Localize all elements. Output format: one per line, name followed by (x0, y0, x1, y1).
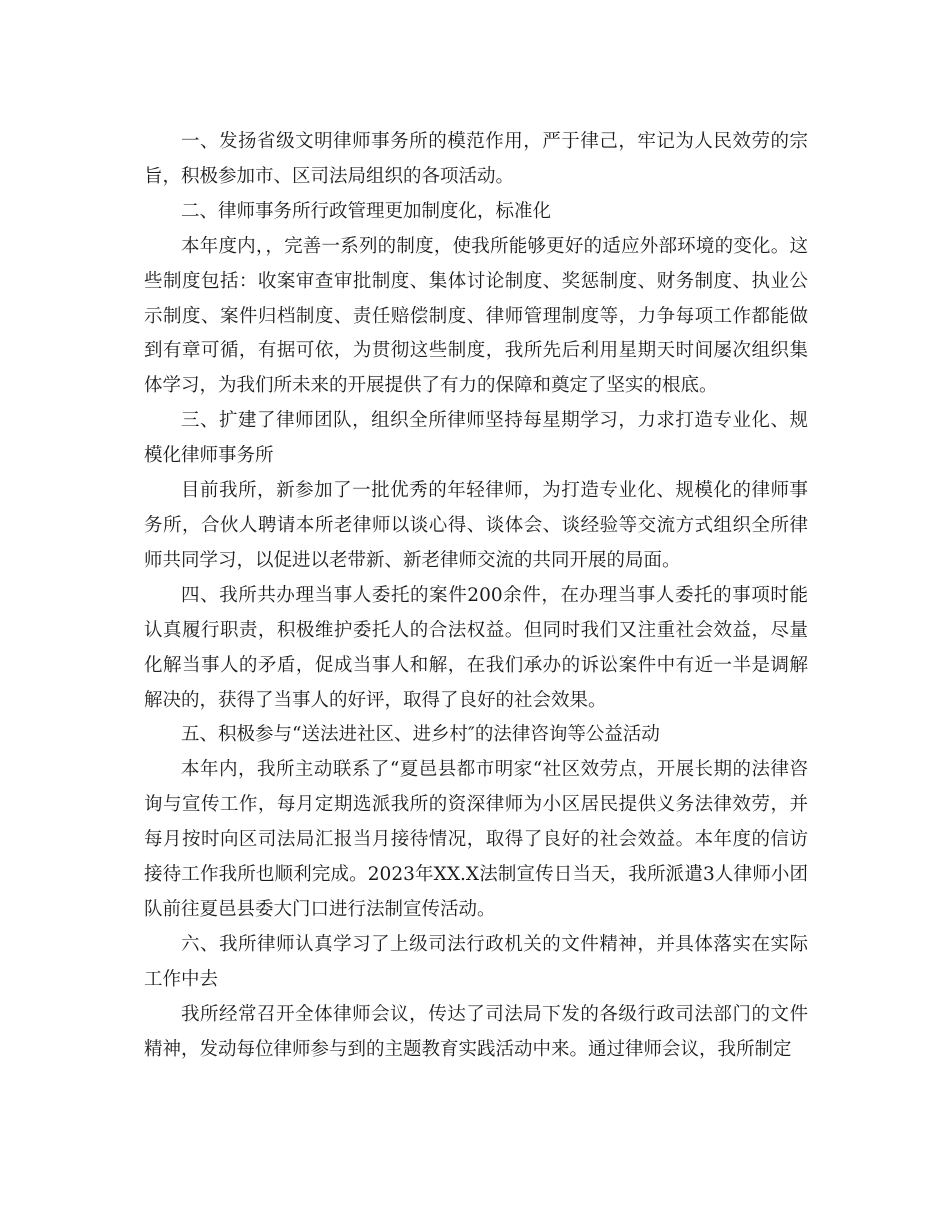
paragraph-8: 本年内，我所主动联系了“夏邑县都市明家“社区效劳点，开展长期的法律咨询与宣传工作，每月定期选派我所的资深律师为小区居民提供义务法律效劳，并每月按时向区司法局汇报当月接待情况，取得了良好的社会效益。本年度的信访接待工作我所也顺利完成。2023年XX.X法制宣传日当天，我所派遣3人律师小团队前往夏邑县委大门口进行法制宣传活动。 (144, 759, 808, 920)
paragraph-5: 目前我所，新参加了一批优秀的年轻律师，为打造专业化、规模化的律师事务所，合伙人聘请本所老律师以谈心得、谈体会、谈经验等交流方式组织全所律师共同学习，以促进以老带新、新老律师交流的共同开展的局面。 (144, 480, 808, 571)
paragraph-1: 一、发扬省级文明律师事务所的模范作用，严于律己，牢记为人民效劳的宗旨，积极参加市、区司法局组织的各项活动。 (144, 131, 808, 187)
paragraph-6: 四、我所共办理当事人委托的案件200余件，在办理当事人委托的事项时能认真履行职责，积极维护委托人的合法权益。但同时我们又注重社会效益，尽量化解当事人的矛盾，促成当事人和解，在我们承办的诉讼案件中有近一半是调解解决的，获得了当事人的好评，取得了良好的社会效果。 (144, 584, 808, 711)
paragraph-3: 本年度内，，完善一系列的制度，使我所能够更好的适应外部环境的变化。这些制度包括：收案审查审批制度、集体讨论制度、奖惩制度、财务制度、执业公示制度、案件归档制度、责任赔偿制度、律师管理制度等，力争每项工作都能做到有章可循，有据可依，为贯彻这些制度，我所先后利用星期天时间屡次组织集体学习，为我们所未来的开展提供了有力的保障和奠定了坚实的根底。 (144, 235, 808, 397)
paragraph-10: 我所经常召开全体律师会议，传达了司法局下发的各级行政司法部门的文件精神，发动每位律师参与到的主题教育实践活动中来。通过律师会议，我所制定 (144, 1003, 808, 1060)
section-heading-3: 三、扩建了律师团队，组织全所律师坚持每星期学习，力求打造专业化、规模化律师事务所 (144, 410, 808, 467)
document-body (144, 125, 808, 1067)
section-heading-2: 二、律师事务所行政管理更加制度化，标准化 (181, 200, 552, 222)
section-heading-5: 五、积极参与“送法进社区、进乡村″的法律咨询等公益活动 (181, 724, 660, 746)
section-heading-6: 六、我所律师认真学习了上级司法行政机关的文件精神，并具体落实在实际工作中去 (144, 933, 808, 990)
